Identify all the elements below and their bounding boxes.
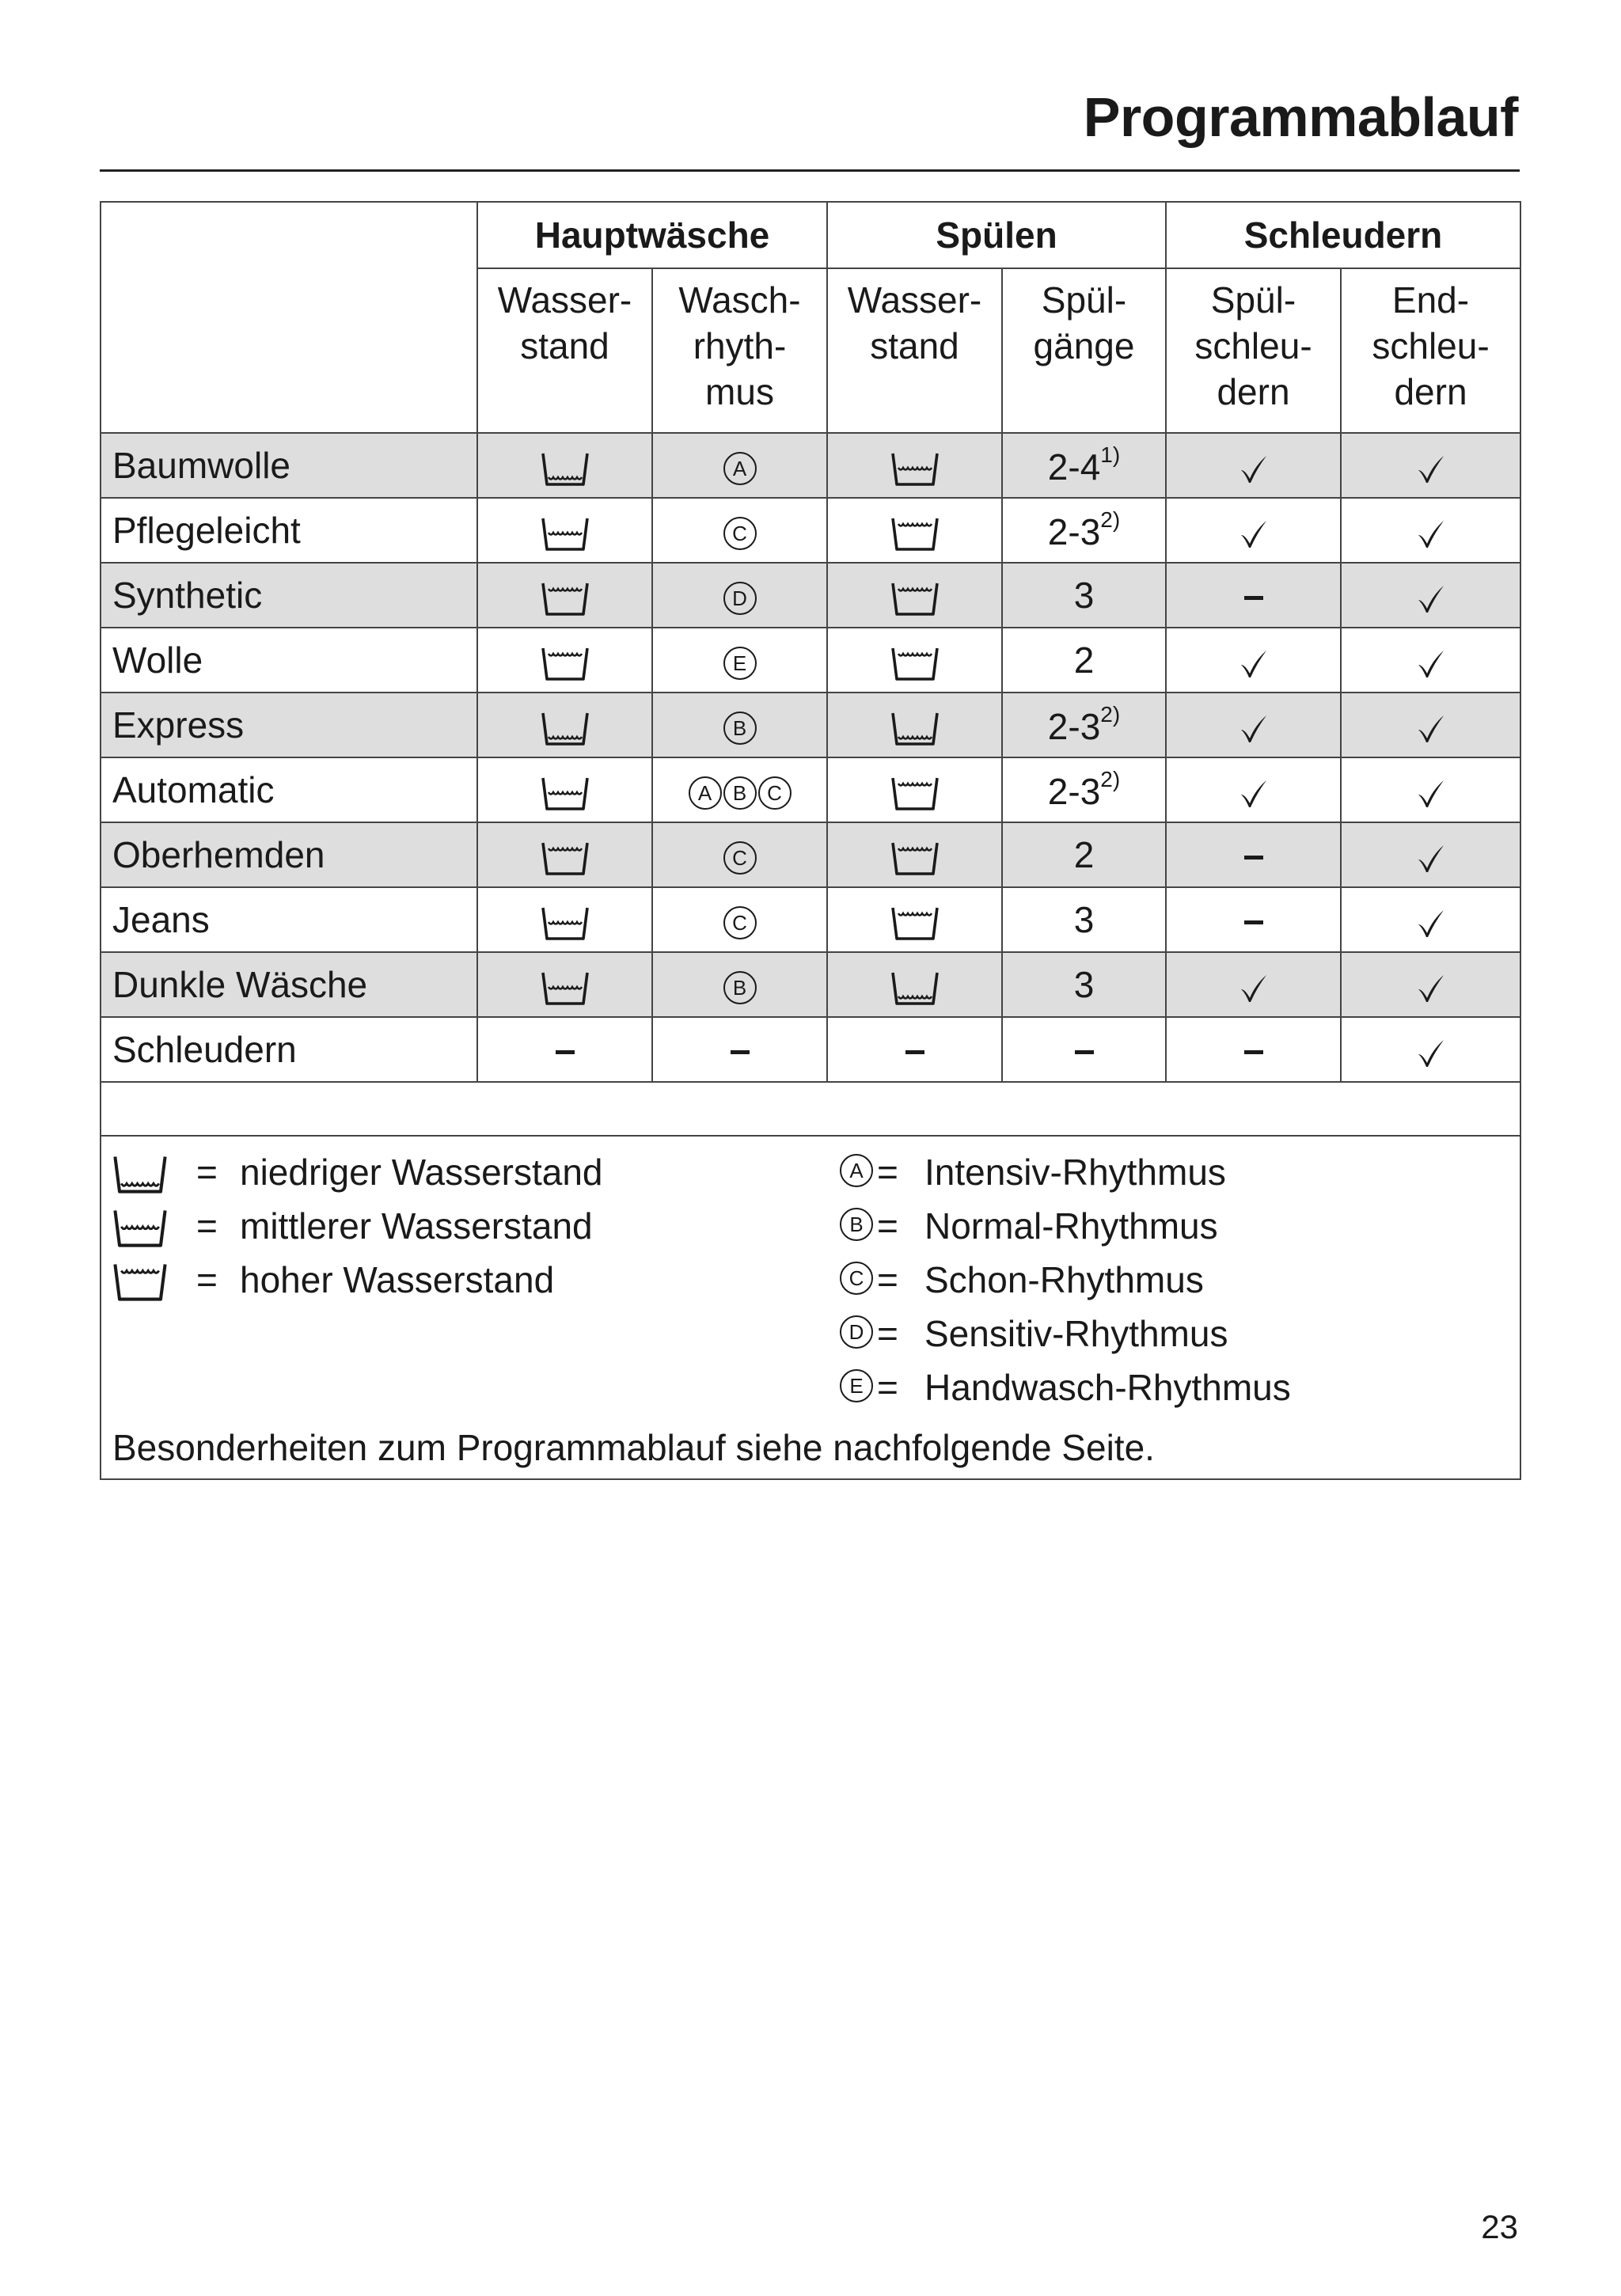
- legend-water-level-text: hoher Wasserstand: [240, 1259, 555, 1300]
- circled-letter-icon: B: [723, 712, 757, 745]
- footnote-ref: 2): [1100, 702, 1121, 727]
- rinse-count-value: 3: [1073, 575, 1095, 616]
- column-header-line: Spül-: [1041, 279, 1127, 321]
- rinse-spin: [1166, 887, 1341, 952]
- table-row: [101, 563, 1520, 628]
- rinse-count: [1002, 693, 1166, 757]
- final-spin: [1341, 887, 1520, 952]
- equals-sign: =: [196, 1152, 218, 1193]
- wash-water-level: [477, 563, 652, 628]
- rinse-water-level: [827, 693, 1002, 757]
- legend-rhythm-text: Schon-Rhythmus: [924, 1259, 1204, 1300]
- checkmark-icon: [1238, 769, 1270, 810]
- circled-letter-icon: A: [723, 452, 757, 485]
- table-row: [101, 952, 1520, 1017]
- rinse-count: [1002, 757, 1166, 822]
- tub-water-level-icon: [541, 575, 590, 616]
- circled-letter-icon: E: [840, 1369, 873, 1402]
- table-row: [101, 1017, 1520, 1082]
- final-spin: [1341, 498, 1520, 563]
- final-spin: [1341, 952, 1520, 1017]
- column-header: [652, 268, 827, 433]
- rinse-count-value: 2: [1073, 639, 1095, 681]
- checkmark-icon: [1415, 964, 1447, 1005]
- circled-letter-icon: A: [689, 776, 722, 810]
- program-name: Synthetic: [101, 563, 477, 628]
- table-corner: [101, 202, 477, 433]
- wash-water-level: [477, 1017, 652, 1082]
- rinse-spin: [1166, 563, 1341, 628]
- equals-sign: =: [877, 1313, 898, 1354]
- checkmark-icon: [1238, 510, 1270, 551]
- dash-icon: [1244, 1050, 1263, 1054]
- dash-icon: [731, 1050, 750, 1054]
- column-header-line: schleu-: [1194, 325, 1312, 366]
- table-row: [101, 757, 1520, 822]
- table-spacer: [101, 1082, 1520, 1136]
- column-header-line: gänge: [1033, 325, 1135, 366]
- tub-water-level-icon: [890, 899, 940, 940]
- program-name: Wolle: [101, 628, 477, 693]
- tub-water-level-icon: [541, 964, 590, 1005]
- circled-letter-icon: B: [723, 971, 757, 1004]
- checkmark-icon: [1415, 575, 1447, 616]
- final-spin: [1341, 1017, 1520, 1082]
- column-header-line: schleu-: [1372, 325, 1490, 366]
- legend-rhythm-text: Normal-Rhythmus: [924, 1205, 1218, 1247]
- rinse-water-level: [827, 498, 1002, 563]
- tub-water-level-icon: [541, 704, 590, 746]
- circled-letter-icon: B: [840, 1208, 873, 1241]
- program-name: Jeans: [101, 887, 477, 952]
- circled-letter-icon: E: [723, 647, 757, 680]
- equals-sign: =: [877, 1367, 898, 1408]
- rinse-count: [1002, 1017, 1166, 1082]
- final-spin: [1341, 628, 1520, 693]
- program-name: Schleudern: [101, 1017, 477, 1082]
- wash-water-level: [477, 628, 652, 693]
- dash-icon: [1075, 1050, 1094, 1054]
- checkmark-icon: [1238, 964, 1270, 1005]
- tub-water-level-icon: [112, 1149, 168, 1194]
- rinse-count: [1002, 952, 1166, 1017]
- circled-letter-icon: C: [723, 841, 757, 875]
- checkmark-icon: [1238, 639, 1270, 681]
- page-number: 23: [1481, 2208, 1518, 2245]
- rinse-water-level: [827, 563, 1002, 628]
- equals-sign: =: [877, 1205, 898, 1247]
- tub-water-level-icon: [890, 964, 940, 1005]
- final-spin: [1341, 693, 1520, 757]
- column-header: [827, 268, 1002, 433]
- wash-rhythm: [652, 952, 827, 1017]
- wash-rhythm: [652, 563, 827, 628]
- column-header-line: End-: [1391, 279, 1470, 321]
- checkmark-icon: [1415, 445, 1447, 486]
- program-name: Oberhemden: [101, 822, 477, 887]
- column-header-line: dern: [1217, 371, 1290, 412]
- tub-water-level-icon: [541, 899, 590, 940]
- circled-letter-icon: C: [758, 776, 792, 810]
- tub-water-level-icon: [890, 445, 940, 486]
- column-header: [1002, 268, 1166, 433]
- rinse-water-level: [827, 952, 1002, 1017]
- rinse-count-value: 2-3: [1047, 511, 1101, 552]
- tub-water-level-icon: [890, 639, 940, 681]
- rinse-spin: [1166, 498, 1341, 563]
- column-header-line: stand: [520, 325, 609, 366]
- group-header-spuelen: Spülen: [827, 202, 1166, 268]
- footnote-ref: 2): [1100, 507, 1121, 532]
- rinse-spin: [1166, 433, 1341, 498]
- tub-water-level-icon: [890, 769, 940, 810]
- legend: [101, 1136, 1520, 1479]
- dash-icon: [1244, 856, 1263, 860]
- program-name: Express: [101, 693, 477, 757]
- legend-water-level-text: mittlerer Wasserstand: [240, 1205, 593, 1247]
- wash-rhythm: [652, 887, 827, 952]
- circled-letter-icon: A: [840, 1154, 873, 1187]
- program-name: Automatic: [101, 757, 477, 822]
- column-header-line: Wasser-: [497, 279, 632, 321]
- tub-water-level-icon: [541, 639, 590, 681]
- table-row: [101, 433, 1520, 498]
- rinse-count-value: 2: [1073, 834, 1095, 875]
- table-row: [101, 887, 1520, 952]
- rinse-count-value: 3: [1073, 964, 1095, 1005]
- column-header: [477, 268, 652, 433]
- rinse-water-level: [827, 1017, 1002, 1082]
- legend-note: Besonderheiten zum Programmablauf siehe nachfolgende Seite.: [112, 1427, 1155, 1468]
- program-table: [100, 201, 1521, 1480]
- rinse-spin: [1166, 1017, 1341, 1082]
- rinse-spin: [1166, 822, 1341, 887]
- group-header-schleudern: Schleudern: [1166, 202, 1520, 268]
- equals-sign: =: [877, 1259, 898, 1300]
- rinse-count-value: 3: [1073, 899, 1095, 940]
- checkmark-icon: [1415, 704, 1447, 746]
- legend-water-level-text: niedriger Wasserstand: [240, 1152, 603, 1193]
- rinse-water-level: [827, 628, 1002, 693]
- page-title: Programmablauf: [1083, 86, 1518, 148]
- column-header-line: mus: [705, 371, 774, 412]
- tub-water-level-icon: [541, 834, 590, 875]
- column-header-line: Wasser-: [847, 279, 982, 321]
- group-header-hauptwaesche: Hauptwäsche: [477, 202, 827, 268]
- circled-letter-icon: C: [840, 1262, 873, 1295]
- final-spin: [1341, 822, 1520, 887]
- wash-water-level: [477, 887, 652, 952]
- column-header-line: dern: [1394, 371, 1467, 412]
- rinse-count: [1002, 822, 1166, 887]
- table-row: [101, 498, 1520, 563]
- circled-letter-icon: D: [723, 582, 757, 615]
- equals-sign: =: [196, 1259, 218, 1300]
- legend-rhythm-text: Intensiv-Rhythmus: [924, 1152, 1226, 1193]
- wash-water-level: [477, 952, 652, 1017]
- rinse-spin: [1166, 693, 1341, 757]
- rinse-water-level: [827, 887, 1002, 952]
- table-row: [101, 628, 1520, 693]
- final-spin: [1341, 757, 1520, 822]
- tub-water-level-icon: [541, 510, 590, 551]
- program-name: Dunkle Wäsche: [101, 952, 477, 1017]
- column-header-line: Spül-: [1210, 279, 1296, 321]
- column-header-line: stand: [870, 325, 959, 366]
- rinse-count-value: 2-4: [1047, 446, 1101, 488]
- equals-sign: =: [877, 1152, 898, 1193]
- checkmark-icon: [1415, 510, 1447, 551]
- rinse-count-value: 2-3: [1047, 706, 1101, 747]
- tub-water-level-icon: [112, 1203, 168, 1248]
- tub-water-level-icon: [541, 445, 590, 486]
- program-name: Baumwolle: [101, 433, 477, 498]
- equals-sign: =: [196, 1205, 218, 1247]
- dash-icon: [1244, 596, 1263, 600]
- column-header: [1166, 268, 1341, 433]
- tub-water-level-icon: [890, 704, 940, 746]
- legend-rhythm-text: Sensitiv-Rhythmus: [924, 1313, 1228, 1354]
- checkmark-icon: [1415, 899, 1447, 940]
- rinse-spin: [1166, 952, 1341, 1017]
- wash-rhythm: [652, 822, 827, 887]
- rinse-count: [1002, 628, 1166, 693]
- rinse-count-value: 2-3: [1047, 771, 1101, 812]
- wash-rhythm: [652, 433, 827, 498]
- dash-icon: [556, 1050, 575, 1054]
- wash-rhythm: [652, 628, 827, 693]
- legend-rhythm-text: Handwasch-Rhythmus: [924, 1367, 1291, 1408]
- tub-water-level-icon: [890, 575, 940, 616]
- program-name: Pflegeleicht: [101, 498, 477, 563]
- table-row: [101, 822, 1520, 887]
- checkmark-icon: [1415, 1029, 1447, 1070]
- rinse-water-level: [827, 433, 1002, 498]
- rinse-count: [1002, 498, 1166, 563]
- column-header: [1341, 268, 1520, 433]
- tub-water-level-icon: [112, 1257, 168, 1302]
- footnote-ref: 2): [1100, 767, 1121, 791]
- dash-icon: [1244, 920, 1263, 924]
- wash-water-level: [477, 757, 652, 822]
- rinse-water-level: [827, 822, 1002, 887]
- dash-icon: [905, 1050, 924, 1054]
- tub-water-level-icon: [890, 510, 940, 551]
- checkmark-icon: [1415, 769, 1447, 810]
- column-header-line: rhyth-: [693, 325, 787, 366]
- checkmark-icon: [1238, 704, 1270, 746]
- checkmark-icon: [1238, 445, 1270, 486]
- circled-letter-icon: D: [840, 1315, 873, 1349]
- checkmark-icon: [1415, 834, 1447, 875]
- checkmark-icon: [1415, 639, 1447, 681]
- wash-water-level: [477, 433, 652, 498]
- wash-rhythm: [652, 757, 827, 822]
- rinse-spin: [1166, 628, 1341, 693]
- tub-water-level-icon: [890, 834, 940, 875]
- wash-water-level: [477, 822, 652, 887]
- final-spin: [1341, 433, 1520, 498]
- rinse-water-level: [827, 757, 1002, 822]
- column-header-line: Wasch-: [678, 279, 801, 321]
- footnote-ref: 1): [1100, 442, 1121, 467]
- wash-rhythm: [652, 1017, 827, 1082]
- rinse-count: [1002, 433, 1166, 498]
- circled-letter-icon: C: [723, 517, 757, 550]
- circled-letter-icon: C: [723, 906, 757, 939]
- title-rule: [100, 169, 1520, 172]
- rinse-spin: [1166, 757, 1341, 822]
- wash-water-level: [477, 693, 652, 757]
- wash-rhythm: [652, 693, 827, 757]
- final-spin: [1341, 563, 1520, 628]
- tub-water-level-icon: [541, 769, 590, 810]
- rinse-count: [1002, 887, 1166, 952]
- rinse-count: [1002, 563, 1166, 628]
- wash-water-level: [477, 498, 652, 563]
- wash-rhythm: [652, 498, 827, 563]
- table-row: [101, 693, 1520, 757]
- circled-letter-icon: B: [723, 776, 757, 810]
